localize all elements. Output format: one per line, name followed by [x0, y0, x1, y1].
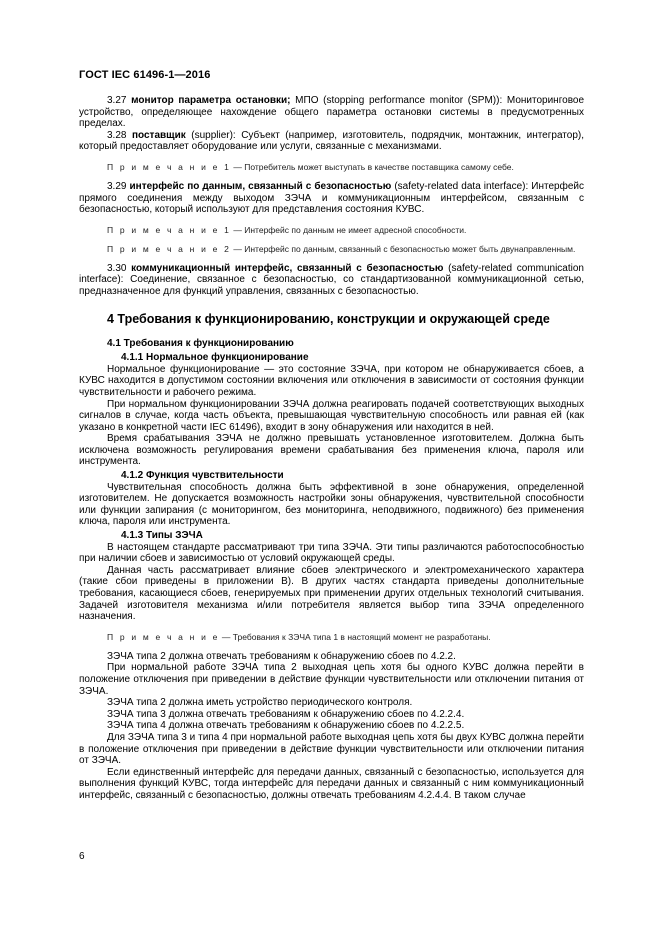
paragraph: ЗЭЧА типа 3 должна отвечать требованиям к обнаружению сбоев по 4.2.2.4. [107, 708, 465, 720]
definition-text: (safety-related communication interface): Соединение, связанное с безопасностью, со стандартизованной коммуникационной сетью, предназначенное для функций управления, связанных с безопасностью. [79, 262, 584, 297]
document-header: ГОСТ IEC 61496-1—2016 [79, 69, 211, 81]
section-4-1-3-heading: 4.1.3 Типы ЗЭЧА [121, 530, 203, 542]
paragraph: Время срабатывания ЗЭЧА не должно превышать установленное изготовителем. Должна быть исключена возможность регулирования времени срабатывания без применения ключа, пароля или инструмента. [79, 433, 584, 468]
note-text: — Требования к ЗЭЧА типа 1 в настоящий момент не разработаны. [219, 631, 491, 642]
paragraph: Чувствительная способность должна быть эффективной в зоне обнаружения, определенной изготовителем. Не допускается возможность настройки зоны обнаружения, чувствительной способности или функции запирания (с мониторингом, без мониторинга, неподвижного, подвижного) без применения ключа, пароля или инструмента. [79, 481, 584, 528]
note-text: — Интерфейс по данным, связанный с безопасностью может быть двунаправленным. [231, 243, 576, 254]
clause-number: 3.28 [107, 129, 127, 141]
term: поставщик [131, 129, 186, 141]
clause-number: 3.29 [107, 180, 127, 192]
term: интерфейс по данным, связанный с безопасностью [129, 180, 392, 192]
section-4-1-heading: 4.1 Требования к функционированию [107, 337, 294, 349]
definition-text: (safety-related data interface): Интерфейс прямого соединения между выходом ЗЭЧА и коммуникационным интерфейсом, связанным с безопасностью, который используют для представления состояния КУВС. [79, 180, 584, 216]
note-label: П р и м е ч а н и е 1 [107, 224, 232, 235]
note-4-1-3 [79, 632, 584, 642]
paragraph: При нормальной работе ЗЭЧА типа 2 выходная цепь хотя бы одного КУВС должна перейти в положение отключения при приведении в действие функции чувствительности или отключении питания от ЗЭЧА. [79, 662, 584, 697]
paragraph: Данная часть рассматривает влияние сбоев электрического и электромеханического характера (такие сбои приведены в приложении В). В других частях стандарта приведены дополнительные требования, касающиеся сбоев, генерируемых при применении других отдельных технологий считывания. Задачей изготовителя механизма и/или потребителя является выбор типа ЗЭЧА определенного назначения. [79, 564, 584, 623]
paragraph: Для ЗЭЧА типа 3 и типа 4 при нормальной работе выходная цепь хотя бы двух КУВС должна перейти в положение отключения при приведении в действие функции чувствительности или отключении питания от ЗЭЧА. [79, 731, 584, 767]
note-3-29-1 [79, 225, 584, 235]
note-3-28 [79, 162, 584, 172]
note-label: П р и м е ч а н и е [107, 631, 220, 642]
paragraph: ЗЭЧА типа 2 должна иметь устройство периодического контроля. [107, 697, 413, 709]
paragraph: В настоящем стандарте рассматривают три типа ЗЭЧА. Эти типы различаются работоспособностью при наличии сбоев и зависимостью от условий окружающей среды. [79, 541, 584, 565]
page-number: 6 [79, 851, 85, 862]
clause-number: 3.30 [107, 262, 127, 274]
document-body [79, 95, 584, 802]
definition-3-30 [79, 263, 584, 298]
section-4-1-1-heading: 4.1.1 Нормальное функционирование [121, 352, 309, 364]
term: коммуникационный интерфейс, связанный с безопасностью [131, 262, 444, 274]
paragraph: ЗЭЧА типа 4 должна отвечать требованиям к обнаружению сбоев по 4.2.2.5. [107, 720, 465, 732]
paragraph: Если единственный интерфейс для передачи данных, связанный с безопасностью, используется для выполнения функций КУВС, тогда интерфейс для передачи данных и связанный с ним коммуникационный интерфейс, связанный с безопасностью, должны отвечать требованиям 4.2.4.4. В таком случае [79, 766, 584, 801]
definition-3-28 [79, 130, 584, 153]
note-text: — Интерфейс по данным не имеет адресной способности. [231, 224, 467, 235]
clause-number: 3.27 [107, 95, 127, 106]
definition-text: (supplier): Субъект (например, изготовитель, подрядчик, монтажник, интегратор), который предоставляет оборудование или услуги, связанные с механизмами. [79, 129, 584, 153]
term: монитор параметра остановки; [131, 95, 291, 106]
paragraph: При нормальном функционировании ЗЭЧА должна реагировать подачей соответствующих выходных сигналов в случае, когда часть объекта, превышающая чувствительную способность или равная ей (как указано в конкретной части IEC 61496), входит в зону обнаружения или находится в ней. [79, 398, 584, 433]
definition-3-29 [79, 181, 584, 216]
note-3-29-2 [79, 244, 584, 254]
note-label: П р и м е ч а н и е 2 [107, 243, 232, 254]
definition-3-27 [79, 95, 584, 130]
definition-text: МПО (stopping performance monitor (SPM)): Мониторинговое устройство, определяющее нахождение общего параметра остановки системы в предусмотренных пределах. [79, 95, 585, 130]
section-4-1-2-heading: 4.1.2 Функция чувствительности [121, 470, 284, 482]
section-4-heading: 4 Требования к функционированию, конструкции и окружающей среде [107, 311, 550, 326]
note-label: П р и м е ч а н и е 1 [107, 161, 232, 172]
paragraph: Нормальное функционирование — это состояние ЗЭЧА, при котором не обнаруживается сбоев, а КУВС находится в допустимом состоянии включения или отключения в зависимости от состояния функции чувствительности и рабочего режима. [79, 363, 584, 398]
note-text: — Потребитель может выступать в качестве поставщика самому себе. [231, 161, 514, 172]
paragraph: ЗЭЧА типа 2 должна отвечать требованиям к обнаружению сбоев по 4.2.2. [107, 650, 456, 662]
